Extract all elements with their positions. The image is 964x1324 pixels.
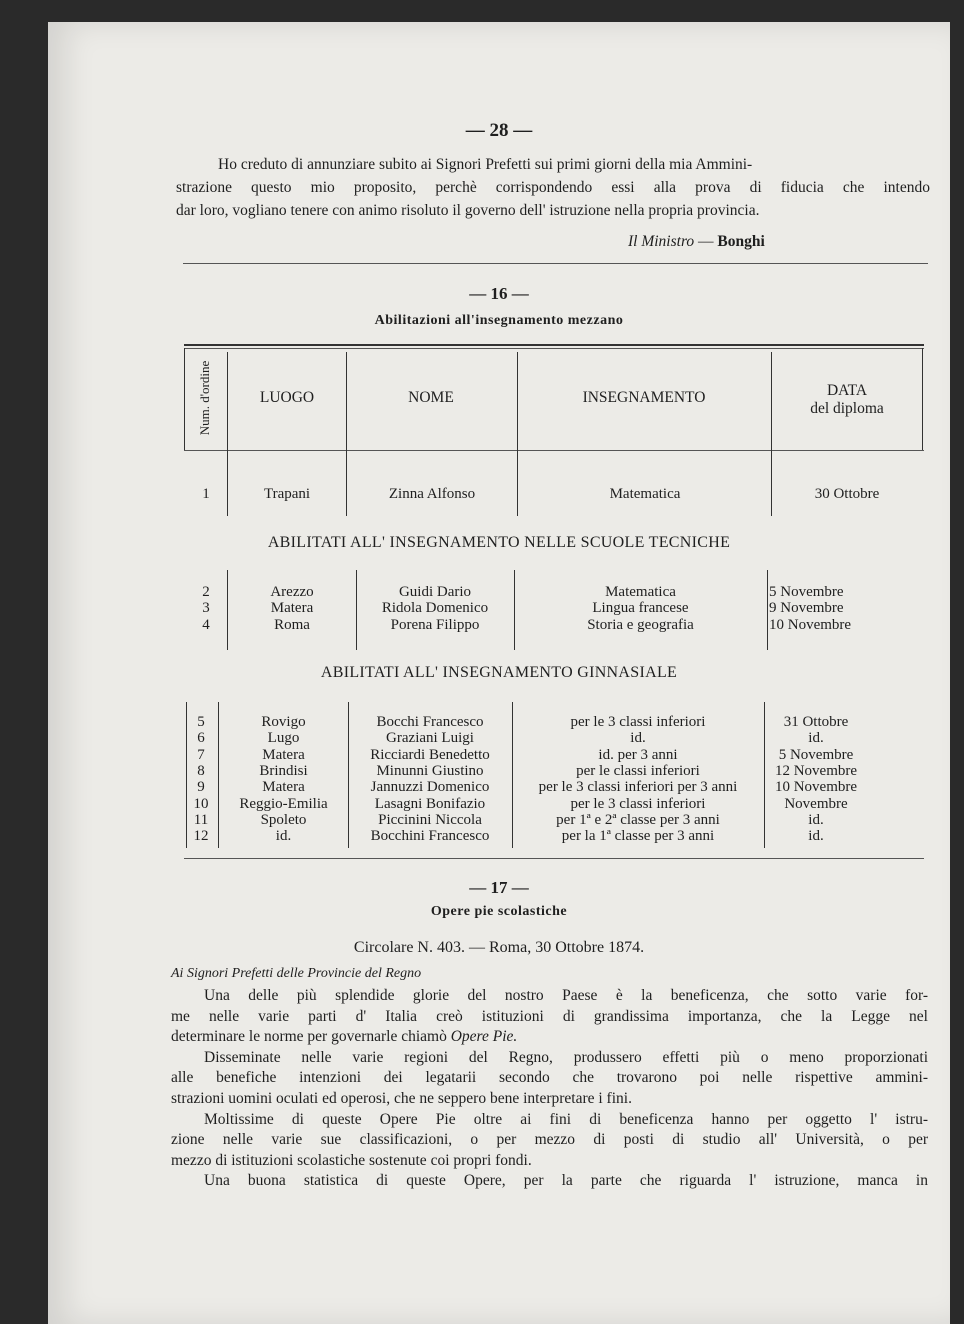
cell-data: id. bbox=[808, 730, 824, 747]
signature-name: Bonghi bbox=[717, 233, 765, 250]
g3-vline-4 bbox=[764, 702, 765, 848]
paragraph-text: alle benefiche intenzioni dei legatarii secondo che trovarono poi nelle rispettive ammini- bbox=[171, 1069, 928, 1087]
section-17-number: — 17 — bbox=[469, 878, 529, 897]
section-16-number: — 16 — bbox=[469, 284, 529, 303]
g2-vline-2 bbox=[356, 570, 357, 650]
cell-insegnamento: per le 3 classi inferiori bbox=[570, 714, 706, 730]
g3-vline-1 bbox=[218, 702, 219, 848]
section-16-title: Abilitazioni all'insegnamento mezzano bbox=[374, 313, 624, 328]
intro-line-2: strazione questo mio proposito, perchè corrispondendo essi alla prova di fiducia che intendo bbox=[176, 179, 930, 196]
page-number: — 28 — bbox=[465, 120, 533, 141]
paragraph-text: determinare le norme per governarle chiamò bbox=[171, 1028, 451, 1046]
table-top-rule-2 bbox=[184, 348, 924, 349]
cell-nome: Jannuzzi Domenico bbox=[370, 779, 490, 796]
cell-data: 5 Novembre bbox=[769, 584, 844, 600]
signature-dash: — bbox=[698, 233, 714, 250]
vline-right bbox=[922, 348, 923, 450]
cell-insegnamento: per 1ª e 2ª classe per 3 anni bbox=[556, 811, 720, 828]
header-data bbox=[772, 382, 922, 418]
cell-insegnamento: per le classi inferiori bbox=[576, 762, 700, 779]
cell-luogo: Spoleto bbox=[260, 811, 307, 828]
intro-line-3: dar loro, vogliano tenere con animo risoluto il governo dell' istruzione nella propria provincia. bbox=[176, 202, 760, 219]
table-bottom-rule bbox=[184, 858, 924, 859]
cell-data: id. bbox=[808, 828, 824, 845]
paragraph-2-line-3 bbox=[171, 1089, 928, 1110]
header-data-line1: DATA bbox=[826, 382, 868, 399]
paragraph-3-line-2 bbox=[171, 1130, 928, 1151]
g3-vline-3 bbox=[512, 702, 513, 848]
g3-vline-2 bbox=[348, 702, 349, 848]
paragraph-text: me nelle varie parti d' Italia creò istituzioni di grandissima importanza, che la Legge nel bbox=[171, 1007, 928, 1025]
circolare: Circolare N. 403. — Roma, 30 Ottobre 1874. bbox=[353, 939, 645, 956]
paragraph-1-line-2 bbox=[171, 1007, 928, 1028]
divider-top bbox=[183, 263, 928, 264]
cell-insegnamento: per le 3 classi inferiori bbox=[570, 795, 706, 812]
paragraph-text: zione nelle varie sue classificazioni, o per mezzo di posti di studio all' Università, o per bbox=[171, 1131, 928, 1149]
cell-num: 12 bbox=[193, 828, 209, 845]
cell-luogo: Rovigo bbox=[261, 714, 306, 730]
paragraph-1-line-1 bbox=[204, 986, 928, 1007]
cell-insegnamento: Lingua francese bbox=[592, 600, 689, 617]
cell-num: 5 bbox=[197, 714, 205, 730]
cell-data: 30 Ottobre bbox=[814, 486, 880, 502]
header-num: Num. d'ordine bbox=[197, 360, 212, 436]
header-luogo: LUOGO bbox=[259, 389, 315, 406]
paragraph-text: mezzo di istituzioni scolastiche sostenute coi propri fondi. bbox=[171, 1151, 532, 1169]
cell-insegnamento: Matematica bbox=[605, 584, 676, 600]
cell-insegnamento: per le 3 classi inferiori per 3 anni bbox=[538, 779, 738, 796]
cell-nome: Graziani Luigi bbox=[386, 730, 474, 747]
cell-num: 6 bbox=[197, 730, 205, 747]
cell-luogo: Matera bbox=[262, 779, 305, 796]
cell-insegnamento: id. per 3 anni bbox=[598, 746, 678, 763]
header-bottom-rule bbox=[184, 450, 924, 451]
cell-luogo: Trapani bbox=[263, 486, 311, 502]
paragraph-text: Moltissime di queste Opere Pie oltre ai fini di beneficenza hanno per oggetto l' istru- bbox=[204, 1110, 928, 1128]
paragraph-4-line-1 bbox=[204, 1171, 928, 1192]
cell-nome: Ridola Domenico bbox=[381, 600, 489, 617]
cell-luogo: Brindisi bbox=[259, 762, 308, 779]
section-17-title: Opere pie scolastiche bbox=[430, 904, 568, 919]
group-2-heading: ABILITATI ALL' INSEGNAMENTO NELLE SCUOLE TECNICHE bbox=[267, 534, 731, 551]
cell-num: 9 bbox=[197, 779, 205, 796]
cell-data: 10 Novembre bbox=[769, 616, 852, 633]
group-3-heading: ABILITATI ALL' INSEGNAMENTO GINNASIALE bbox=[320, 664, 678, 681]
cell-data: id. bbox=[808, 811, 824, 828]
cell-num: 11 bbox=[193, 811, 209, 828]
intro-line-1: Ho creduto di annunziare subito ai Signori Prefetti sui primi giorni della mia Ammini- bbox=[218, 156, 753, 173]
cell-luogo: id. bbox=[275, 828, 292, 845]
cell-num: 2 bbox=[202, 584, 210, 600]
paragraph-text: Disseminate nelle varie regioni del Regno, produssero effetti più o meno proporzionati bbox=[204, 1048, 928, 1066]
cell-nome: Lasagni Bonifazio bbox=[374, 795, 486, 812]
cell-luogo: Matera bbox=[262, 746, 305, 763]
cell-data: 9 Novembre bbox=[769, 600, 844, 617]
cell-num: 1 bbox=[202, 486, 210, 502]
cell-insegnamento: id. bbox=[630, 730, 646, 747]
cell-nome: Porena Filippo bbox=[390, 616, 480, 633]
header-nome: NOME bbox=[408, 389, 454, 406]
header-insegnamento: INSEGNAMENTO bbox=[582, 389, 706, 406]
cell-data: 10 Novembre bbox=[774, 779, 858, 796]
cell-data: 31 Ottobre bbox=[783, 714, 849, 730]
g3-vline-0 bbox=[186, 702, 187, 848]
cell-nome: Ricciardi Benedetto bbox=[370, 746, 490, 763]
paragraph-text: strazioni uomini oculati ed operosi, che ne seppero bene interpretare i fini. bbox=[171, 1090, 632, 1107]
vline-left bbox=[184, 348, 185, 450]
paragraph-3-line-1 bbox=[204, 1110, 928, 1131]
g2-vline-3 bbox=[514, 570, 515, 650]
g2-vline-1 bbox=[227, 570, 228, 650]
cell-num: 3 bbox=[202, 600, 210, 617]
cell-insegnamento: Storia e geografia bbox=[587, 616, 694, 633]
cell-insegnamento: per la 1ª classe per 3 anni bbox=[561, 828, 715, 845]
cell-luogo: Arezzo bbox=[270, 584, 314, 600]
cell-luogo: Matera bbox=[270, 600, 314, 617]
g2-vline-4 bbox=[767, 570, 768, 650]
cell-nome: Guidi Dario bbox=[398, 584, 472, 600]
cell-nome: Zinna Alfonso bbox=[388, 486, 476, 502]
cell-num: 8 bbox=[197, 762, 205, 779]
cell-insegnamento: Matematica bbox=[609, 486, 681, 502]
signature-role: Il Ministro bbox=[628, 233, 695, 250]
cell-luogo: Lugo bbox=[267, 730, 300, 747]
cell-data: Novembre bbox=[784, 795, 848, 812]
table-top-rule bbox=[184, 344, 924, 346]
addressee: Ai Signori Prefetti delle Provincie del Regno bbox=[171, 966, 422, 981]
cell-num: 7 bbox=[197, 746, 205, 763]
signature bbox=[628, 230, 928, 253]
cell-luogo: Roma bbox=[274, 616, 310, 633]
paragraph-text: Una delle più splendide glorie del nostro Paese è la beneficenza, che sotto varie for- bbox=[204, 987, 928, 1004]
cell-num: 4 bbox=[202, 616, 210, 633]
cell-nome: Piccinini Niccola bbox=[378, 811, 482, 828]
paragraph-2-line-2 bbox=[171, 1068, 928, 1089]
cell-luogo: Reggio-Emilia bbox=[239, 795, 328, 812]
paragraph-3-line-3 bbox=[171, 1151, 928, 1172]
cell-data: 12 Novembre bbox=[774, 762, 858, 779]
paragraph-2-line-1 bbox=[204, 1048, 928, 1069]
cell-nome: Bocchini Francesco bbox=[370, 828, 490, 845]
cell-nome: Bocchi Francesco bbox=[376, 714, 484, 730]
cell-nome: Minunni Giustino bbox=[376, 762, 484, 779]
paragraph-text: Una buona statistica di queste Opere, per la parte che riguarda l' istruzione, manca in bbox=[204, 1172, 928, 1190]
paragraph-1-line-3 bbox=[171, 1027, 928, 1048]
cell-data: 5 Novembre bbox=[778, 746, 854, 763]
scanned-page bbox=[48, 22, 950, 1324]
cell-num: 10 bbox=[193, 795, 209, 812]
opere-pie-italic: Opere Pie. bbox=[450, 1028, 518, 1046]
header-data-line2: del diploma bbox=[810, 400, 884, 417]
